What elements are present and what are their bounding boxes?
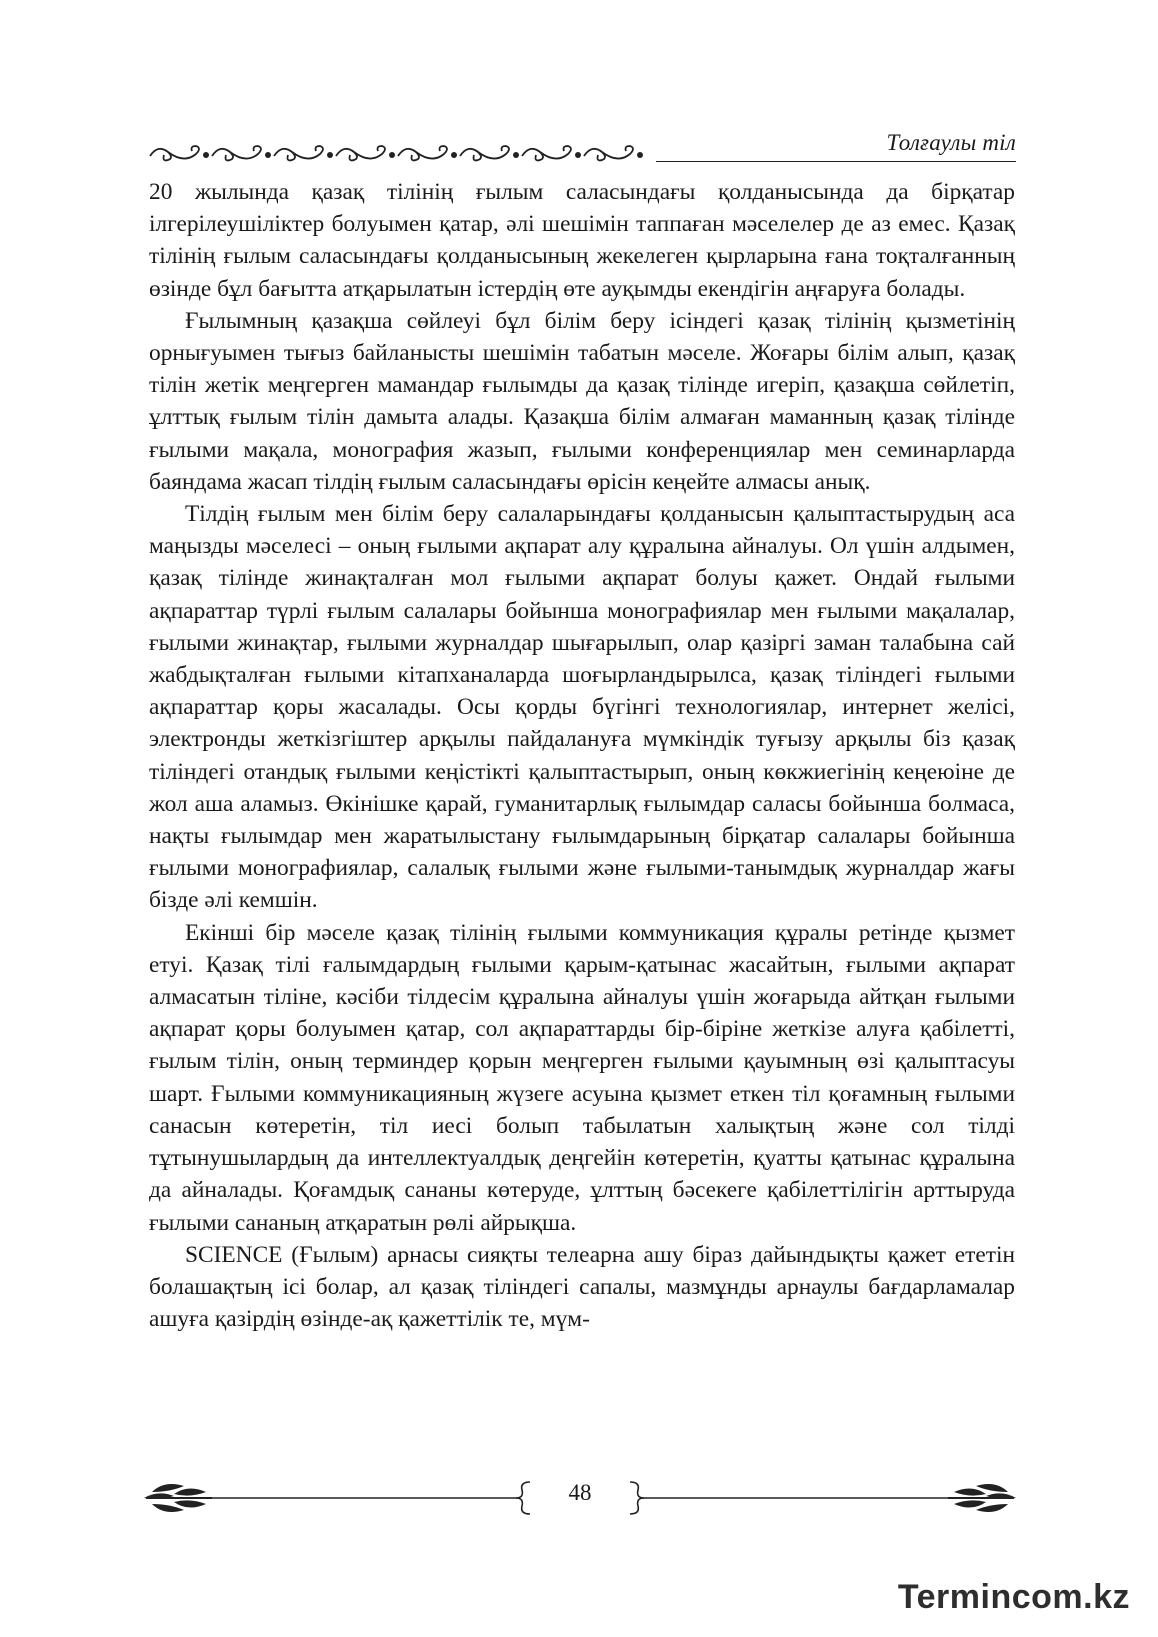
scroll-wave bbox=[540, 146, 571, 159]
scroll-curl bbox=[522, 149, 543, 161]
scroll-dot bbox=[575, 152, 581, 158]
scroll-wave bbox=[416, 146, 447, 159]
page-footer bbox=[144, 1478, 1016, 1518]
paragraph: SCIENCE (Ғылым) арнасы сияқты телеарна ашу біраз дайындықты қажет ететін болашақтың ісі болар, ал қазақ тіліндегі сапалы, мазмұнды арнаулы бағдарламалар ашуға қазірдің өзінде-ақ қажеттілік те, мүм- bbox=[149, 1241, 1015, 1333]
running-title: Толғаулы тіл bbox=[886, 130, 1016, 155]
scroll-curl bbox=[212, 149, 233, 161]
scroll-curl bbox=[460, 149, 481, 161]
scroll-ornament-icon bbox=[144, 140, 664, 166]
page-number: 48 bbox=[568, 1480, 592, 1505]
scroll-curl bbox=[584, 149, 605, 161]
scroll-wave bbox=[478, 146, 509, 159]
scroll-dot bbox=[327, 152, 333, 158]
scroll-curl bbox=[336, 149, 357, 161]
scroll-dot bbox=[389, 152, 395, 158]
scroll-curl bbox=[398, 149, 419, 161]
scroll-wave bbox=[292, 146, 323, 159]
paragraph: 20 жылында қазақ тілінің ғылым саласындағы қолданысында да бірқатар ілгерілеушіліктер болуымен қатар, әлі шешімін таппаған мәселелер де аз емес. Қазақ тілінің ғылым саласындағы қолданысының жекелеген қырларына ғана тоқталғанның өзінде бұл бағытта атқарылатын істердің өте ауқымды екендігін аңғаруға болады. bbox=[149, 179, 1015, 302]
scroll-wave bbox=[230, 146, 261, 159]
paragraph: Ғылымның қазақша сөйлеуі бұл білім беру ісіндегі қазақ тілінің қызметінің орнығуымен тығыз байланысты шешімін табатын мәселе. Жоғары білім алып, қазақ тілін жетік меңгерген мамандар ғылымды да қазақ тілінде игеріп, қазақша сөйлетіп, ұлттық ғылым тілін дамыта алады. Қазақша білім алмаған маманның қазақ тілінде ғылыми мақала, монография жазып, ғылыми конференциялар мен семинарларда баяндама жасап тілдің ғылым саласындағы өрісін кеңейте алмасы анық. bbox=[149, 307, 1015, 495]
watermark-logo: Termincom.kz bbox=[897, 1578, 1130, 1616]
scroll-dot bbox=[451, 152, 457, 158]
scroll-dot bbox=[513, 152, 519, 158]
leaf-ornament-right-icon bbox=[948, 1484, 1016, 1512]
scroll-dot bbox=[203, 152, 209, 158]
scroll-dot bbox=[637, 152, 643, 158]
header-rule bbox=[656, 161, 1016, 162]
body-text bbox=[149, 176, 1015, 1335]
paragraph: Тілдің ғылым мен білім беру салаларындағы қолданысын қалыптастырудың аса маңызды мәселесі – оның ғылыми ақпарат алу құралына айналуы. Ол үшін алдымен, қазақ тілінде жинақталған мол ғылыми ақпарат болуы қажет. Ондай ғылыми ақпараттар түрлі ғылым салалары бойынша монографиялар мен ғылыми мақалалар, ғылыми жинақтар, ғылыми журналдар шығарылып, олар қазіргі заман талабына сай жабдықталған ғылыми кітапханаларда шоғырландырылса, қазақ тіліндегі ғылыми ақпараттар қоры жасалады. Осы қорды бүгінгі технологиялар, интернет желісі, электронды жеткізгіштер арқылы пайдалануға мүмкіндік туғызу арқылы біз қазақ тіліндегі отандық ғылыми кеңістікті қалыптастырып, оның көкжиегінің кеңеюіне де жол аша аламыз. Өкінішке қарай, гуманитарлық ғылымдар саласы бойынша болмаса, нақты ғылымдар мен жаратылыстану ғылымдарының бірқатар салалары бойынша ғылыми монографиялар, салалық ғылыми және ғылыми-танымдық журналдар жағы бізде әлі кемшін. bbox=[149, 501, 1015, 914]
page-header bbox=[144, 130, 1016, 170]
scroll-wave bbox=[168, 146, 199, 159]
scroll-wave bbox=[354, 146, 385, 159]
leaf-ornament-left-icon bbox=[144, 1484, 212, 1512]
scroll-curl bbox=[274, 149, 295, 161]
scroll-wave bbox=[602, 146, 633, 159]
scroll-dot bbox=[265, 152, 271, 158]
paragraph: Екінші бір мәселе қазақ тілінің ғылыми коммуникация құралы ретінде қызмет етуі. Қазақ тілі ғалымдардың ғылыми қарым-қатынас жасайтын, ғылыми ақпарат алмасатын тіліне, кәсіби тілдесім құралына айналуы үшін жоғарыда айтқан ғылыми ақпарат қоры болуымен қатар, сол ақпараттарды бір-біріне жеткізе алуға қабілетті, ғылым тілін, оның терминдер қорын меңгерген ғылыми қауымның өзі қалыптасуы шарт. Ғылыми коммуникацияның жүзеге асуына қызмет еткен тіл қоғамның ғылыми санасын көтеретін, тіл иесі болып табылатын халықтың және сол тілді тұтынушылардың да интеллектуалдық деңгейін көтеретін, қуатты қатынас құралына да айналады. Қоғамдық сананы көтеруде, ұлттың бәсекеге қабілеттілігін арттыруда ғылыми сананың атқаратын рөлі айрықша. bbox=[149, 919, 1015, 1236]
scroll-curl bbox=[150, 149, 171, 161]
